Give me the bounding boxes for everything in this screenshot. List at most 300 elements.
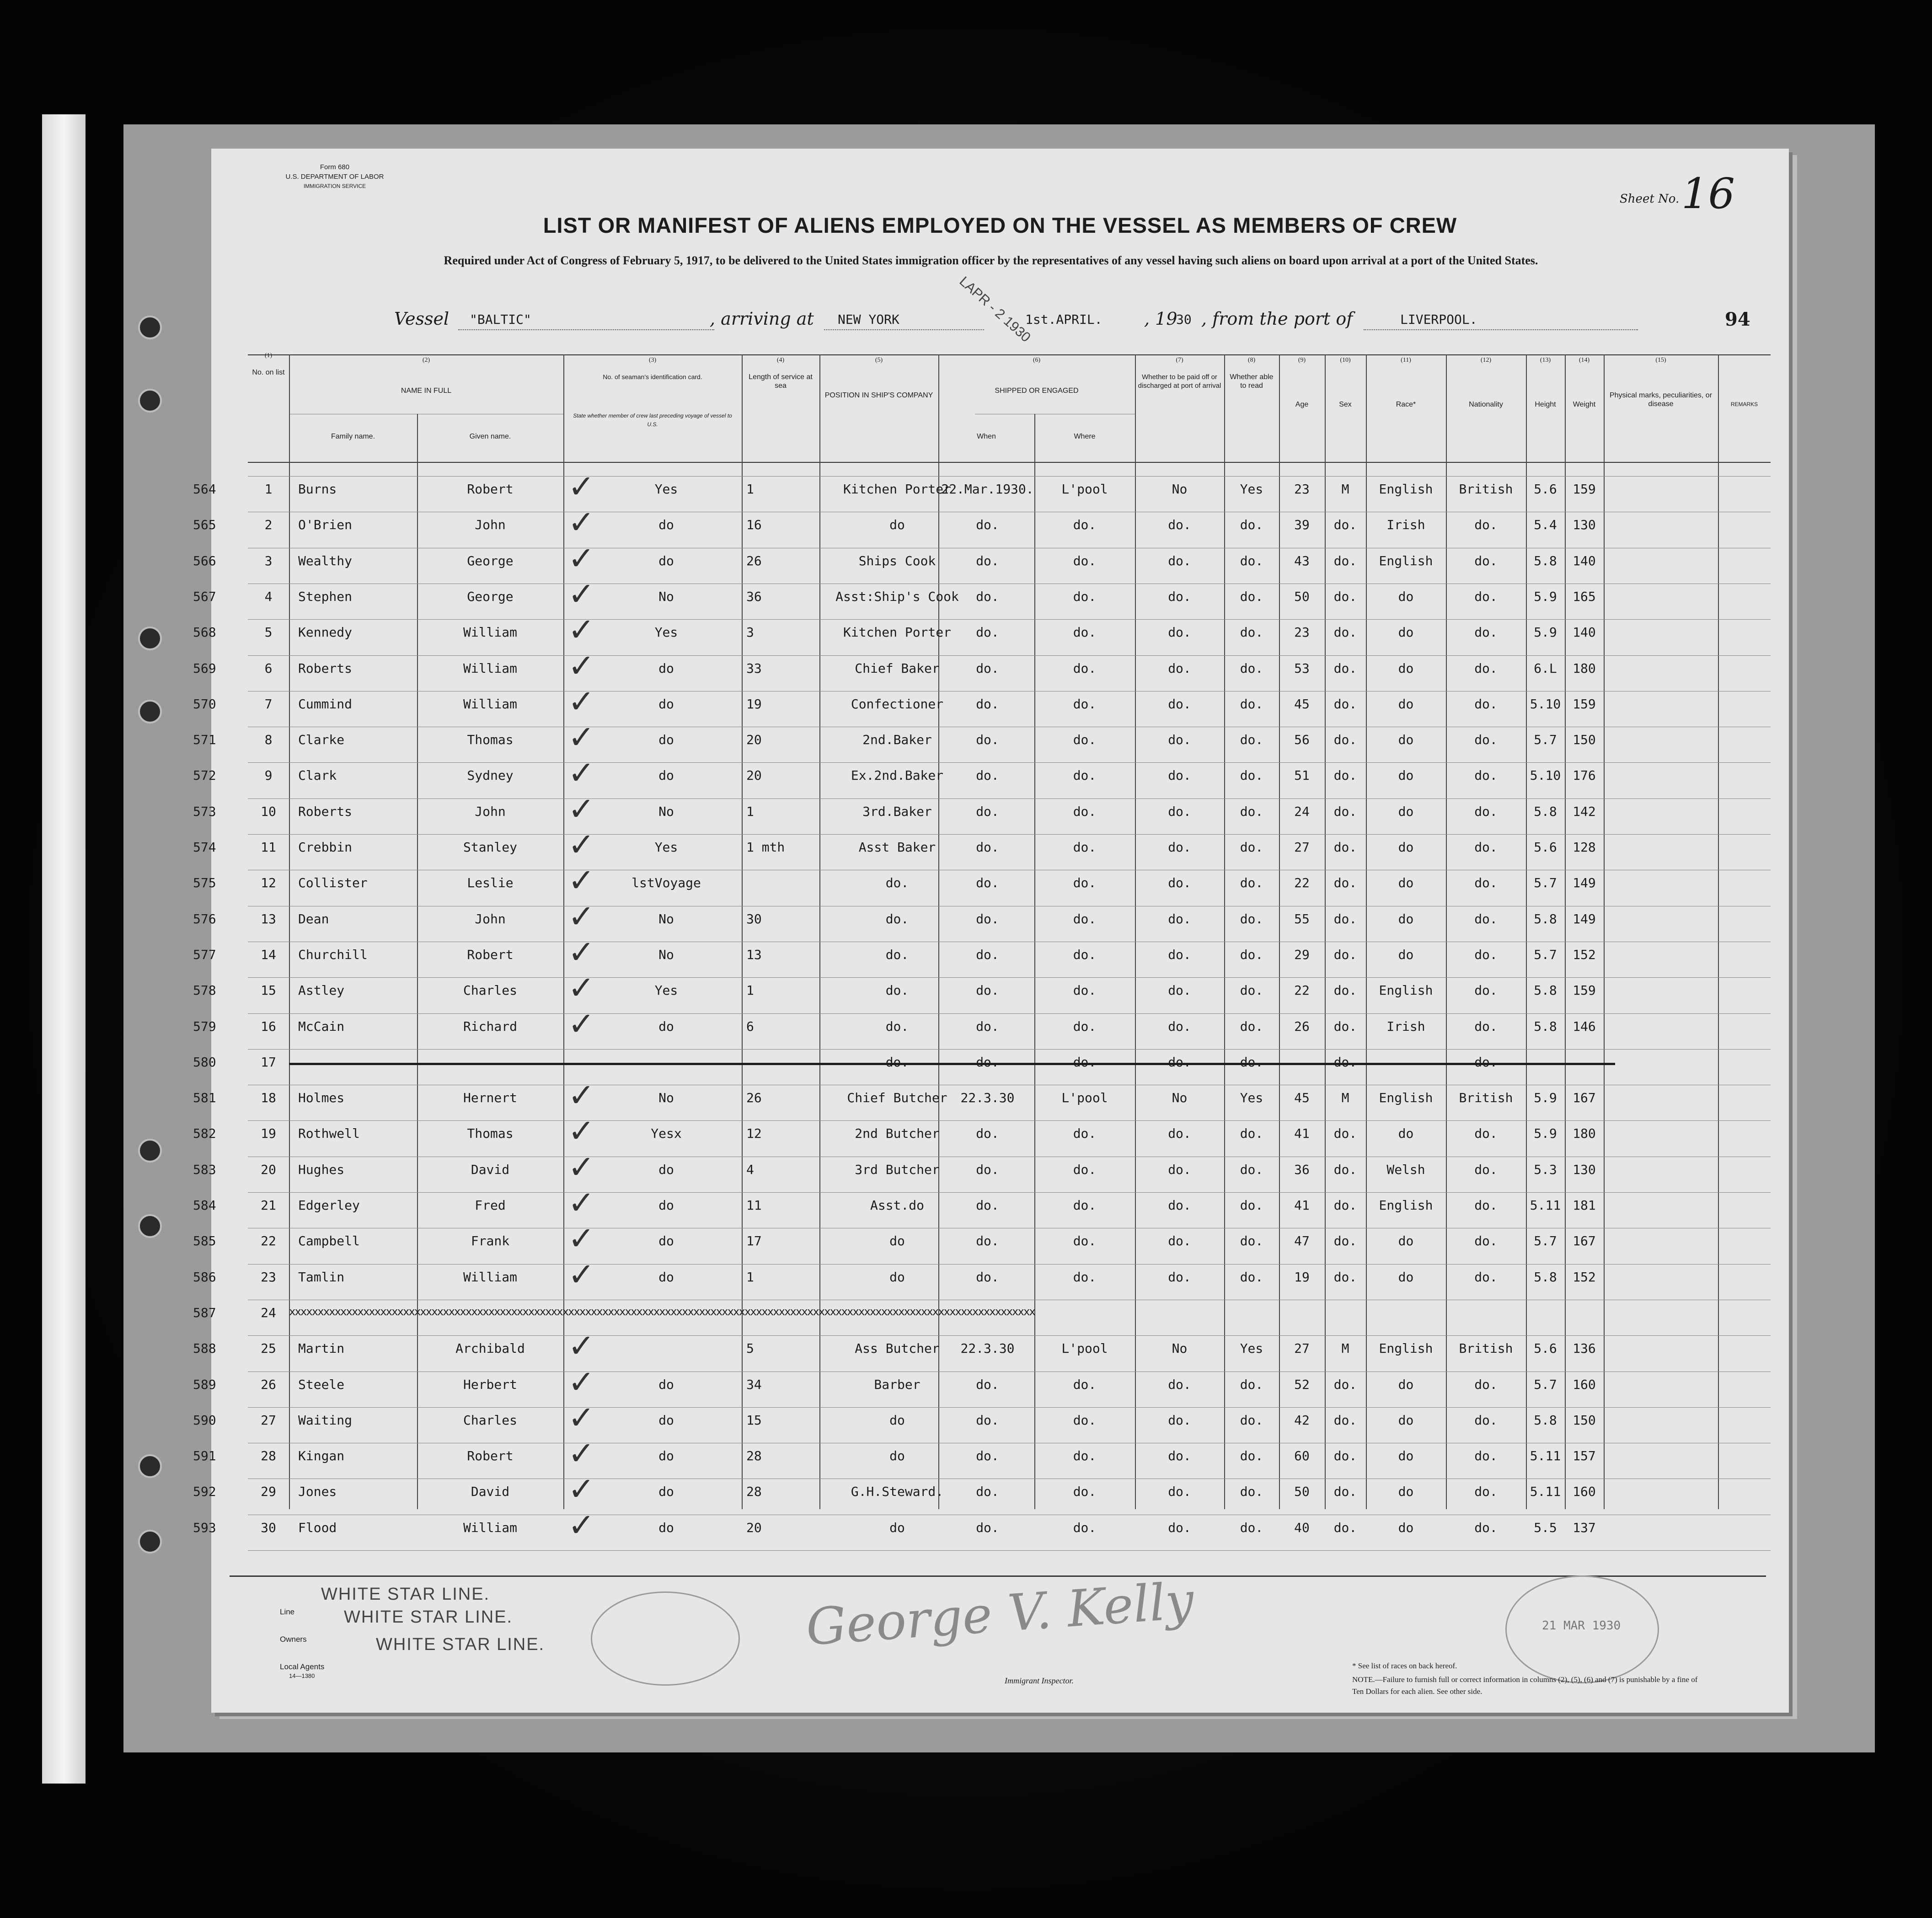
cell-length-of-service: 11: [746, 1198, 762, 1213]
cell-given-name: Fred: [475, 1198, 506, 1213]
cell-length-of-service: 1: [746, 983, 754, 998]
cell-nationality: do.: [1474, 1054, 1498, 1070]
cell-seaman-card: do: [658, 1233, 674, 1249]
sheet-number-handwritten: 16: [1681, 169, 1735, 218]
cell-given-name: Herbert: [463, 1377, 517, 1392]
cell-paid-off: do.: [1168, 1484, 1191, 1500]
cell-shipped-where: do.: [1073, 589, 1097, 604]
row-strike-line: [289, 1063, 1615, 1065]
column-number: (2): [422, 357, 430, 364]
cell-race: do: [1398, 1520, 1414, 1535]
cell-given-name: David: [471, 1162, 510, 1177]
cell-family-name: McCain: [298, 1018, 345, 1034]
cell-position: do: [889, 1520, 905, 1535]
cell-shipped-when: 22.Mar.1930.: [941, 482, 1034, 497]
check-mark: ✓: [568, 682, 595, 720]
cell-no-on-list: 22: [261, 1233, 276, 1249]
cell-position: Ships Cook: [858, 553, 936, 568]
cell-given-name: William: [463, 696, 517, 712]
cell-shipped-when: do.: [976, 840, 999, 855]
margin-line-number: 569: [193, 660, 216, 676]
cell-no-on-list: 9: [264, 768, 273, 783]
cell-weight: 167: [1573, 1090, 1596, 1106]
cell-height: 5.10: [1530, 696, 1561, 712]
cell-length-of-service: 33: [746, 660, 762, 676]
cell-age: 41: [1294, 1126, 1310, 1141]
cell-able-to-read: do.: [1240, 947, 1263, 962]
col-head-weight: Weight: [1573, 401, 1596, 408]
cell-nationality: do.: [1474, 625, 1498, 640]
check-mark: ✓: [568, 933, 595, 971]
cell-height: 5.7: [1534, 1377, 1557, 1392]
cell-race: English: [1379, 1198, 1433, 1213]
cell-given-name: Stanley: [463, 840, 517, 855]
cell-length-of-service: 6: [746, 1018, 754, 1034]
cell-family-name: Burns: [298, 482, 337, 497]
cell-given-name: Robert: [467, 482, 514, 497]
cell-weight: 149: [1573, 911, 1596, 927]
row-rule: [248, 798, 1771, 799]
cell-shipped-when: do.: [976, 947, 999, 962]
cell-weight: 159: [1573, 482, 1596, 497]
col-head-position: POSITION IN SHIP'S COMPANY: [824, 391, 933, 399]
col-head-nationality: Nationality: [1469, 401, 1503, 408]
cell-family-name: Martin: [298, 1341, 345, 1356]
cell-given-name: Thomas: [467, 1126, 514, 1141]
cell-family-name: Cummind: [298, 696, 353, 712]
check-mark: ✓: [568, 1398, 595, 1436]
manifest-subtitle: Required under Act of Congress of February 5, 1917, to be delivered to the United States immigration officer by the representatives of any vessel having such aliens on board upon arrival at a port of the United States.: [444, 254, 1538, 267]
cell-seaman-card: do: [658, 768, 674, 783]
cell-height: 5.8: [1534, 911, 1557, 927]
form-number: Form 680: [320, 163, 350, 171]
cell-no-on-list: 6: [264, 660, 273, 676]
cell-no-on-list: 25: [261, 1341, 276, 1356]
cell-seaman-card: do: [658, 696, 674, 712]
margin-line-number: 590: [193, 1412, 216, 1428]
cell-race: do: [1398, 1448, 1414, 1464]
cell-no-on-list: 11: [261, 840, 276, 855]
cell-race: do: [1398, 804, 1414, 819]
cell-shipped-when: do.: [976, 768, 999, 783]
form-code: 14—1380: [289, 1672, 315, 1679]
cell-age: 24: [1294, 804, 1310, 819]
cell-shipped-where: do.: [1073, 1412, 1097, 1428]
row-rule: [248, 977, 1771, 978]
cell-race: do: [1398, 768, 1414, 783]
cell-weight: 157: [1573, 1448, 1596, 1464]
cell-shipped-when: do.: [976, 875, 999, 891]
col-head-age: Age: [1295, 401, 1309, 408]
vessel-fill-line: [458, 329, 714, 330]
cell-weight: 149: [1573, 875, 1596, 891]
cell-no-on-list: 18: [261, 1090, 276, 1106]
cell-age: 19: [1294, 1269, 1310, 1285]
punch-hole: [138, 1454, 162, 1478]
check-mark: ✓: [568, 1363, 595, 1401]
margin-line-number: 573: [193, 804, 216, 819]
cell-nationality: do.: [1474, 553, 1498, 568]
col-head-able-to-read: Whether able to read: [1230, 373, 1274, 390]
cell-shipped-where: L'pool: [1061, 1090, 1108, 1106]
cell-position: do: [889, 517, 905, 533]
cell-length-of-service: 1: [746, 1269, 754, 1285]
cell-shipped-where: do.: [1073, 840, 1097, 855]
cell-able-to-read: do.: [1240, 1377, 1263, 1392]
cell-position: Chief Butcher: [847, 1090, 947, 1106]
cell-given-name: Robert: [467, 1448, 514, 1464]
cell-length-of-service: 12: [746, 1126, 762, 1141]
cell-height: 5.8: [1534, 553, 1557, 568]
line-stamp: WHITE STAR LINE.: [321, 1585, 490, 1604]
cell-no-on-list: 1: [264, 482, 273, 497]
col-head-given-name: Given name.: [469, 433, 511, 440]
cell-paid-off: do.: [1168, 1198, 1191, 1213]
cell-height: 5.6: [1534, 1341, 1557, 1356]
cell-nationality: do.: [1474, 1520, 1498, 1535]
cell-sex: M: [1341, 1341, 1349, 1356]
cell-weight: 140: [1573, 553, 1596, 568]
cell-race: do: [1398, 589, 1414, 604]
column-number: (15): [1655, 357, 1666, 364]
cell-nationality: do.: [1474, 1484, 1498, 1500]
column-number: (7): [1176, 357, 1183, 364]
cell-height: 5.8: [1534, 1412, 1557, 1428]
col-head-physical-marks: Physical marks, peculiarities, or disease: [1609, 391, 1713, 408]
cell-shipped-when: do.: [976, 660, 999, 676]
check-mark: ✓: [568, 1148, 595, 1186]
punch-hole: [138, 700, 162, 723]
check-mark: ✓: [568, 1327, 595, 1365]
cell-shipped-where: do.: [1073, 1520, 1097, 1535]
col-head-paid-off: Whether to be paid off or discharged at port of arrival: [1138, 373, 1221, 390]
cell-family-name: Crebbin: [298, 840, 353, 855]
check-mark: ✓: [568, 611, 595, 649]
cell-height: 6.L: [1534, 660, 1557, 676]
cell-family-name: Kingan: [298, 1448, 345, 1464]
cell-sex: do.: [1333, 1520, 1357, 1535]
cell-race: English: [1379, 553, 1433, 568]
cell-race: Irish: [1386, 1018, 1425, 1034]
margin-line-number: 566: [193, 553, 216, 568]
cell-shipped-where: do.: [1073, 732, 1097, 748]
margin-line-number: 564: [193, 482, 216, 497]
cell-nationality: British: [1459, 1341, 1513, 1356]
cell-race: do: [1398, 840, 1414, 855]
cell-shipped-where: do.: [1073, 1377, 1097, 1392]
manifest-title: LIST OR MANIFEST OF ALIENS EMPLOYED ON THE VESSEL AS MEMBERS OF CREW: [543, 213, 1457, 237]
cell-race: English: [1379, 1090, 1433, 1106]
cell-family-name: Dean: [298, 911, 329, 927]
margin-line-number: 579: [193, 1018, 216, 1034]
cell-nationality: do.: [1474, 696, 1498, 712]
cell-age: 51: [1294, 768, 1310, 783]
cell-shipped-when: do.: [976, 1377, 999, 1392]
cell-no-on-list: 28: [261, 1448, 276, 1464]
punch-hole: [138, 1139, 162, 1163]
row-rule: [248, 1407, 1771, 1408]
vessel-name: "BALTIC": [470, 312, 531, 327]
cell-position: do: [889, 1448, 905, 1464]
cell-sex: do.: [1333, 517, 1357, 533]
cell-able-to-read: do.: [1240, 911, 1263, 927]
inspector-label: Immigrant Inspector.: [1005, 1676, 1074, 1685]
cell-race: do: [1398, 1233, 1414, 1249]
cell-height: 5.9: [1534, 1090, 1557, 1106]
cell-shipped-where: do.: [1073, 1162, 1097, 1177]
from-port: LIVERPOOL.: [1400, 312, 1477, 327]
col-head-no-on-list: No. on list: [252, 369, 285, 376]
cell-no-on-list: 24: [261, 1305, 276, 1320]
margin-line-number: 574: [193, 840, 216, 855]
cell-shipped-where: do.: [1073, 804, 1097, 819]
cell-no-on-list: 23: [261, 1269, 276, 1285]
cell-weight: 140: [1573, 625, 1596, 640]
cell-no-on-list: 20: [261, 1162, 276, 1177]
cell-shipped-where: do.: [1073, 947, 1097, 962]
cell-no-on-list: 13: [261, 911, 276, 927]
arrival-year: 30: [1176, 312, 1192, 327]
check-mark: ✓: [568, 1184, 595, 1222]
cell-position: do.: [885, 911, 909, 927]
cell-position: Asst Baker: [858, 840, 936, 855]
cell-paid-off: do.: [1168, 1412, 1191, 1428]
cell-nationality: do.: [1474, 1448, 1498, 1464]
cell-no-on-list: 30: [261, 1520, 276, 1535]
cell-no-on-list: 2: [264, 517, 273, 533]
cell-nationality: do.: [1474, 1269, 1498, 1285]
cell-family-name: Churchill: [298, 947, 368, 962]
cell-shipped-when: do.: [976, 1484, 999, 1500]
cell-seaman-card: No: [658, 804, 674, 819]
cell-weight: 150: [1573, 732, 1596, 748]
from-port-fill-line: [1364, 329, 1638, 330]
cell-weight: 167: [1573, 1233, 1596, 1249]
cell-position: do.: [885, 875, 909, 891]
cell-position: Asst.do: [870, 1198, 924, 1213]
cell-position: do: [889, 1269, 905, 1285]
cell-seaman-card: do: [658, 660, 674, 676]
cell-shipped-when: do.: [976, 589, 999, 604]
cell-seaman-card: do: [658, 553, 674, 568]
col-head-seaman-card: No. of seaman's identification card.: [603, 373, 702, 380]
cell-paid-off: No: [1172, 1090, 1188, 1106]
cell-nationality: do.: [1474, 1198, 1498, 1213]
cell-no-on-list: 10: [261, 804, 276, 819]
row-rule: [248, 1049, 1771, 1050]
cell-family-name: Stephen: [298, 589, 353, 604]
cell-position: Barber: [874, 1377, 921, 1392]
cell-seaman-card: Yes: [654, 840, 678, 855]
cell-sex: do.: [1333, 1448, 1357, 1464]
cell-no-on-list: 7: [264, 696, 273, 712]
cell-length-of-service: 20: [746, 768, 762, 783]
cell-shipped-when: do.: [976, 1448, 999, 1464]
owners-stamp: WHITE STAR LINE.: [344, 1607, 513, 1627]
check-mark: ✓: [568, 897, 595, 935]
cell-shipped-where: do.: [1073, 1126, 1097, 1141]
cell-shipped-where: do.: [1073, 1198, 1097, 1213]
cell-no-on-list: 27: [261, 1412, 276, 1428]
margin-line-number: 568: [193, 625, 216, 640]
margin-line-number: 580: [193, 1054, 216, 1070]
form-header-block: [266, 162, 403, 191]
row-rule: [248, 655, 1771, 656]
footer-rule: [230, 1575, 1766, 1577]
cell-given-name: George: [467, 589, 514, 604]
check-mark: ✓: [568, 826, 595, 863]
row-rule: [248, 762, 1771, 763]
margin-line-number: 592: [193, 1484, 216, 1500]
cell-sex: do.: [1333, 696, 1357, 712]
column-number: (4): [776, 357, 785, 364]
cell-able-to-read: do.: [1240, 1412, 1263, 1428]
cell-sex: do.: [1333, 1198, 1357, 1213]
table-top-rule: [248, 354, 1771, 355]
col-head-height: Height: [1535, 401, 1556, 408]
cell-given-name: David: [471, 1484, 510, 1500]
cell-nationality: do.: [1474, 1126, 1498, 1141]
cell-race: Irish: [1386, 517, 1425, 533]
cell-age: 22: [1294, 983, 1310, 998]
cell-position: Ex.2nd.Baker: [851, 768, 944, 783]
cell-nationality: do.: [1474, 911, 1498, 927]
cell-family-name: Rothwell: [298, 1126, 360, 1141]
check-mark: ✓: [568, 1470, 595, 1508]
cell-given-name: John: [475, 911, 506, 927]
check-mark: ✓: [568, 504, 595, 541]
cell-given-name: Charles: [463, 1412, 517, 1428]
vessel-label: Vessel: [394, 309, 450, 329]
row-rule: [248, 1013, 1771, 1014]
cell-family-name: Wealthy: [298, 553, 353, 568]
column-number: (9): [1298, 357, 1306, 364]
cell-shipped-where: do.: [1073, 911, 1097, 927]
cell-length-of-service: 13: [746, 947, 762, 962]
cell-length-of-service: 26: [746, 553, 762, 568]
cell-height: 5.7: [1534, 875, 1557, 891]
cell-sex: do.: [1333, 875, 1357, 891]
margin-line-number: 567: [193, 589, 216, 604]
margin-line-number: 575: [193, 875, 216, 891]
cell-no-on-list: 12: [261, 875, 276, 891]
col-head-sex: Sex: [1339, 401, 1352, 408]
cell-family-name: Waiting: [298, 1412, 353, 1428]
cell-shipped-when: do.: [976, 911, 999, 927]
cell-paid-off: do.: [1168, 517, 1191, 533]
cell-family-name: Edgerley: [298, 1198, 360, 1213]
cell-seaman-card: do: [658, 1448, 674, 1464]
cell-shipped-when: do.: [976, 804, 999, 819]
col-head-length-of-service: Length of service at sea: [749, 373, 813, 390]
column-number: (13): [1540, 357, 1551, 364]
cell-paid-off: No: [1172, 482, 1188, 497]
cell-position: 2nd.Baker: [862, 732, 932, 748]
cell-paid-off: do.: [1168, 840, 1191, 855]
cell-paid-off: do.: [1168, 1520, 1191, 1535]
cell-shipped-when: do.: [976, 625, 999, 640]
penalty-note: NOTE.—Failure to furnish full or correct information in columns (2), (5), (6) and (7) is punishable by a fine of Ten Dollars for each alien. See other side.: [1352, 1675, 1698, 1696]
arrival-date: 1st.APRIL.: [1025, 312, 1102, 327]
cell-family-name: Kennedy: [298, 625, 353, 640]
cell-race: English: [1379, 1341, 1433, 1356]
cell-paid-off: do.: [1168, 696, 1191, 712]
cell-weight: 160: [1573, 1377, 1596, 1392]
cell-no-on-list: 14: [261, 947, 276, 962]
cell-no-on-list: 26: [261, 1377, 276, 1392]
cell-race: do: [1398, 875, 1414, 891]
cell-sex: do.: [1333, 732, 1357, 748]
col-head-family-name: Family name.: [331, 433, 375, 440]
punch-hole: [138, 316, 162, 339]
column-number: (11): [1401, 357, 1411, 364]
punch-hole: [138, 389, 162, 413]
cell-height: 5.11: [1530, 1484, 1561, 1500]
cell-height: 5.8: [1534, 1269, 1557, 1285]
inspector-signature: George V. Kelly: [804, 1571, 1196, 1657]
cell-nationality: do.: [1474, 983, 1498, 998]
cell-family-name: Flood: [298, 1520, 337, 1535]
cell-nationality: do.: [1474, 660, 1498, 676]
cell-weight: 165: [1573, 589, 1596, 604]
cell-age: 26: [1294, 1018, 1310, 1034]
margin-line-number: 578: [193, 983, 216, 998]
cell-paid-off: do.: [1168, 1054, 1191, 1070]
cell-given-name: Robert: [467, 947, 514, 962]
agents-stamp: WHITE STAR LINE.: [376, 1635, 545, 1654]
cell-nationality: do.: [1474, 768, 1498, 783]
cell-height: 5.9: [1534, 1126, 1557, 1141]
punch-hole: [138, 627, 162, 650]
margin-line-number: 565: [193, 517, 216, 533]
cell-able-to-read: do.: [1240, 983, 1263, 998]
check-mark: ✓: [568, 1506, 595, 1544]
cell-family-name: Campbell: [298, 1233, 360, 1249]
cell-able-to-read: do.: [1240, 1018, 1263, 1034]
cell-family-name: Jones: [298, 1484, 337, 1500]
cell-seaman-card: No: [658, 589, 674, 604]
cell-paid-off: do.: [1168, 1018, 1191, 1034]
cell-race: do: [1398, 1484, 1414, 1500]
cell-no-on-list: 15: [261, 983, 276, 998]
cell-shipped-where: do.: [1073, 1269, 1097, 1285]
cell-shipped-where: do.: [1073, 1018, 1097, 1034]
cell-shipped-when: do.: [976, 983, 999, 998]
cell-age: 45: [1294, 696, 1310, 712]
cell-able-to-read: do.: [1240, 1126, 1263, 1141]
cell-race: do: [1398, 1126, 1414, 1141]
year-prefix: , 19: [1144, 309, 1177, 329]
cell-no-on-list: 4: [264, 589, 273, 604]
cell-family-name: O'Brien: [298, 517, 353, 533]
cell-sex: do.: [1333, 1412, 1357, 1428]
cell-weight: 150: [1573, 1412, 1596, 1428]
margin-line-number: 588: [193, 1341, 216, 1356]
check-mark: ✓: [568, 718, 595, 756]
local-agents-label: Local Agents: [280, 1662, 325, 1671]
cell-sex: M: [1341, 482, 1349, 497]
cell-paid-off: do.: [1168, 947, 1191, 962]
cell-shipped-when: do.: [976, 517, 999, 533]
cell-position: Ass Butcher: [855, 1341, 940, 1356]
cell-seaman-card: lstVoyage: [632, 875, 701, 891]
cell-age: 41: [1294, 1198, 1310, 1213]
cell-shipped-when: do.: [976, 1233, 999, 1249]
check-mark: ✓: [568, 1005, 595, 1043]
margin-line-number: 582: [193, 1126, 216, 1141]
cell-length-of-service: 1 mth: [746, 840, 785, 855]
check-mark: ✓: [568, 1435, 595, 1473]
